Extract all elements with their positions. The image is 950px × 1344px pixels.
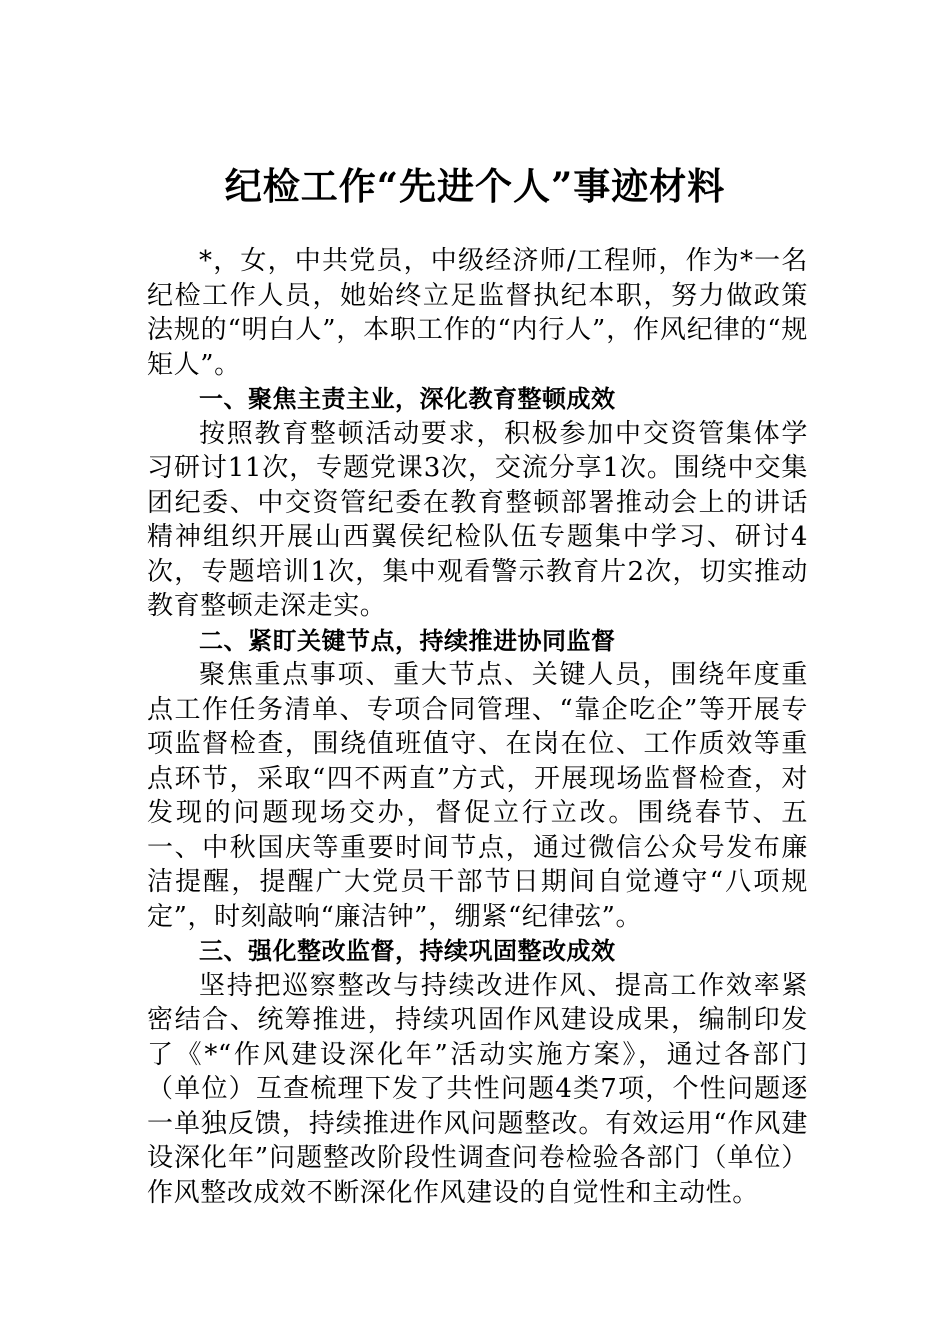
document-body [147, 244, 808, 1210]
section-2-heading: 二、紧盯关键节点，持续推进协同监督 [199, 626, 616, 655]
section-3-heading: 三、强化整改监督，持续巩固整改成效 [199, 937, 616, 965]
section-3-paragraph: 坚持把巡察整改与持续改进作风、提高工作效率紧密结合、统筹推进，持续巩固作风建设成果，编制印发了《*“作风建设深化年”活动实施方案》，通过各部门（单位）互查梳理下发了共性问题4类7项，个性问题逐一单独反馈，持续推进作风问题整改。有效运用“作风建设深化年”问题整改阶段性调查问卷检验各部门（单位）作风整改成效不断深化作风建设的自觉性和主动性。 [147, 970, 808, 1208]
intro-paragraph: *，女，中共党员，中级经济师/工程师，作为*一名纪检工作人员，她始终立足监督执纪本职，努力做政策法规的“明白人”，本职工作的“内行人”，作风纪律的“规矩人”。 [147, 246, 808, 380]
document-title: 纪检工作“先进个人”事迹材料 [224, 164, 726, 208]
section-1-paragraph: 按照教育整顿活动要求，积极参加中交资管集体学习研讨11次，专题党课3次，交流分享1次。围绕中交集团纪委、中交资管纪委在教育整顿部署推动会上的讲话精神组织开展山西翼侯纪检队伍专题集中学习、研讨4次，专题培训1次，集中观看警示教育片2次，切实推动教育整顿走深走实。 [147, 418, 808, 621]
section-2-paragraph: 聚焦重点事项、重大节点、关键人员，围绕年度重点工作任务清单、专项合同管理、“靠企吃企”等开展专项监督检查，围绕值班值守、在岗在位、工作质效等重点环节，采取“四不两直”方式，开展现场监督检查，对发现的问题现场交办，督促立行立改。围绕春节、五一、中秋国庆等重要时间节点，通过微信公众号发布廉洁提醒，提醒广大党员干部节日期间自觉遵守“八项规定”，时刻敲响“廉洁钟”，绷紧“纪律弦”。 [147, 660, 808, 932]
section-1-heading: 一、聚焦主责主业，深化教育整顿成效 [199, 385, 616, 413]
